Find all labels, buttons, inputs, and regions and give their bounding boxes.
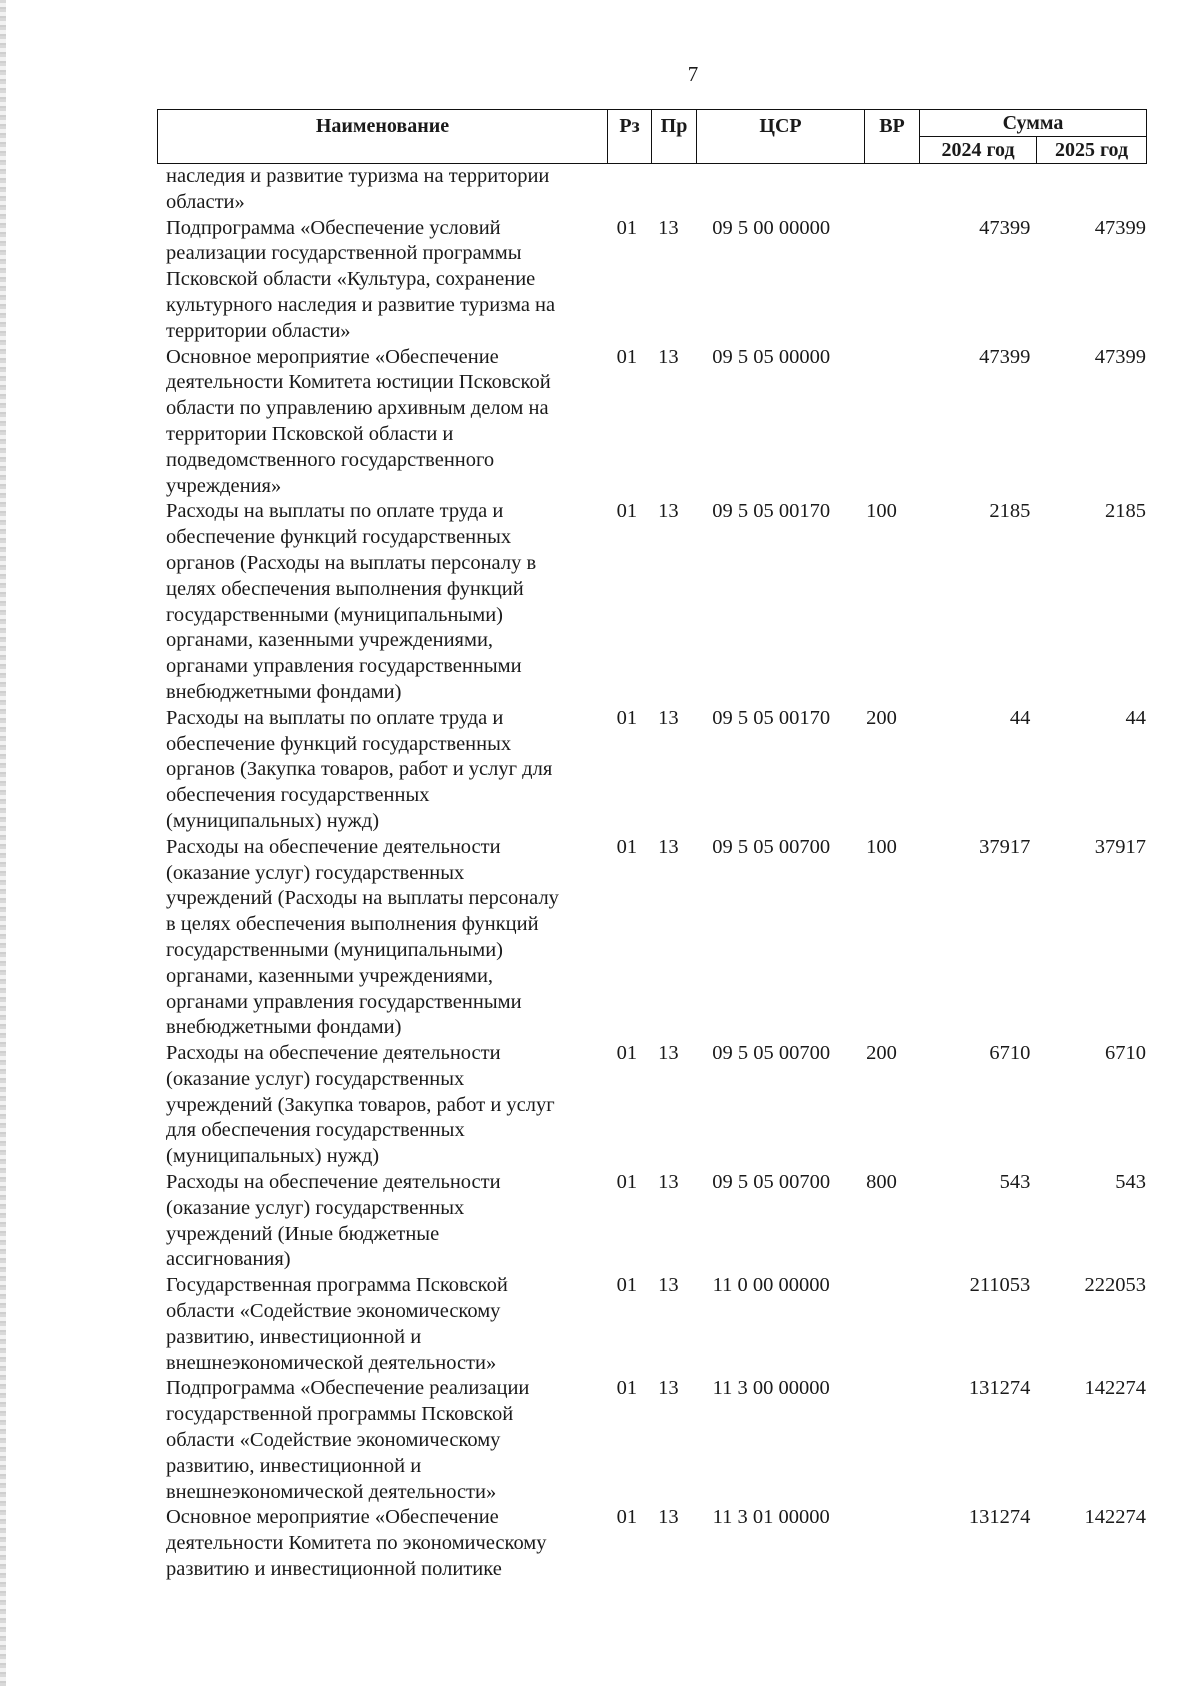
table-row — [166, 216, 1146, 345]
row-rz: 01 — [616, 1274, 638, 1297]
row-name: Основное мероприятие «Обеспечение деятельности Комитета юстиции Псковской области по управлению архивным делом на территории Псковской области и подведомственного государственного учреждения» — [166, 345, 551, 497]
row-sum-2025: 2185 — [1105, 500, 1146, 523]
table-row — [166, 164, 1146, 216]
row-rz: 01 — [616, 1377, 638, 1400]
row-csr: 11 3 00 00000 — [712, 1377, 830, 1400]
row-rz: 01 — [616, 1171, 638, 1194]
row-rz: 01 — [616, 500, 638, 523]
row-vr: 100 — [866, 500, 897, 523]
row-sum-2025: 6710 — [1105, 1042, 1146, 1065]
row-vr: 800 — [866, 1171, 897, 1194]
row-pr: 13 — [658, 500, 679, 523]
row-sum-2025: 47399 — [1094, 216, 1146, 239]
row-sum-2025: 142274 — [1084, 1506, 1146, 1529]
header-pr: Пр — [652, 110, 697, 163]
page-number: 7 — [687, 62, 699, 86]
row-rz: 01 — [616, 345, 638, 368]
header-sum-group — [920, 110, 1146, 163]
row-name: Расходы на выплаты по оплате труда и обеспечение функций государственных органов (Расходы на выплаты персоналу в целях обеспечения выполнения функций государственными (муниципальными) органами, казенными учреждениями, органами управления государственными внебюджетными фондами) — [166, 500, 537, 703]
scan-edge — [0, 0, 6, 1686]
row-vr: 200 — [866, 706, 897, 729]
row-sum-2024: 2185 — [989, 500, 1031, 523]
row-csr: 09 5 05 00700 — [712, 1171, 831, 1194]
header-csr: ЦСР — [697, 110, 865, 163]
table-header — [157, 109, 1147, 164]
row-rz: 01 — [616, 835, 638, 858]
row-name: Подпрограмма «Обеспечение условий реализации государственной программы Псковской области «Культура, сохранение культурного наследия и развитие туризма на территории области» — [166, 216, 556, 342]
header-year-2024: 2024 год — [920, 137, 1037, 163]
row-pr: 13 — [658, 1042, 679, 1065]
row-sum-2024: 211053 — [969, 1274, 1031, 1297]
row-csr: 11 3 01 00000 — [712, 1506, 830, 1529]
row-pr: 13 — [658, 1506, 679, 1529]
table-body — [166, 164, 1146, 1583]
row-rz: 01 — [616, 1042, 638, 1065]
row-csr: 09 5 05 00700 — [712, 1042, 831, 1065]
row-name: Расходы на обеспечение деятельности (оказание услуг) государственных учреждений (Закупка товаров, работ и услуг для обеспечения государственных (муниципальных) нужд) — [166, 1042, 555, 1168]
row-pr: 13 — [658, 345, 679, 368]
header-sum: Сумма — [920, 110, 1146, 137]
table-row — [166, 1041, 1146, 1170]
row-sum-2024: 6710 — [989, 1042, 1031, 1065]
table-row — [166, 345, 1146, 500]
row-pr: 13 — [658, 1274, 679, 1297]
row-csr: 11 0 00 00000 — [712, 1274, 830, 1297]
table-row — [166, 835, 1146, 1041]
row-sum-2024: 131274 — [968, 1377, 1031, 1400]
header-name: Наименование — [158, 110, 608, 163]
row-sum-2024: 131274 — [968, 1506, 1031, 1529]
header-vr: ВР — [865, 110, 920, 163]
row-pr: 13 — [658, 706, 679, 729]
header-year-2025: 2025 год — [1054, 139, 1129, 161]
row-sum-2024: 47399 — [979, 345, 1031, 368]
row-vr: 100 — [866, 835, 897, 858]
row-sum-2025: 222053 — [1084, 1274, 1146, 1297]
table-row — [166, 499, 1146, 705]
row-sum-2025: 543 — [1115, 1171, 1146, 1194]
row-csr: 09 5 05 00170 — [712, 500, 831, 523]
row-csr: 09 5 00 00000 — [712, 216, 831, 239]
row-sum-2025: 37917 — [1094, 835, 1146, 858]
row-sum-2025: 47399 — [1094, 345, 1146, 368]
row-pr: 13 — [658, 835, 679, 858]
row-sum-2025: 142274 — [1084, 1377, 1146, 1400]
row-pr: 13 — [658, 216, 679, 239]
row-rz: 01 — [616, 216, 638, 239]
row-csr: 09 5 05 00700 — [712, 835, 831, 858]
row-csr: 09 5 05 00170 — [712, 706, 831, 729]
row-csr: 09 5 05 00000 — [712, 345, 831, 368]
row-sum-2025: 44 — [1125, 706, 1146, 729]
row-sum-2024: 543 — [999, 1171, 1031, 1194]
row-pr: 13 — [658, 1377, 679, 1400]
row-name: Подпрограмма «Обеспечение реализации государственной программы Псковской области «Содействие экономическому развитию, инвестиционной и внешнеэкономической деятельности» — [166, 1377, 530, 1503]
row-name: Расходы на выплаты по оплате труда и обеспечение функций государственных органов (Закупка товаров, работ и услуг для обеспечения государственных (муниципальных) нужд) — [166, 706, 553, 832]
row-vr: 200 — [866, 1042, 897, 1065]
table-row — [166, 1505, 1146, 1582]
row-name: Основное мероприятие «Обеспечение деятельности Комитета по экономическому развитию и инвестиционной политике — [166, 1506, 547, 1581]
row-rz: 01 — [616, 1506, 638, 1529]
table-row — [166, 1376, 1146, 1505]
table-row — [166, 1273, 1146, 1376]
row-rz: 01 — [616, 706, 638, 729]
row-pr: 13 — [658, 1171, 679, 1194]
header-rz: Рз — [608, 110, 652, 163]
row-name: Расходы на обеспечение деятельности (оказание услуг) государственных учреждений (Иные бюджетные ассигнования) — [166, 1171, 501, 1271]
row-name: Государственная программа Псковской области «Содействие экономическому развитию, инвестиционной и внешнеэкономической деятельности» — [166, 1274, 508, 1374]
row-sum-2024: 44 — [1009, 706, 1031, 729]
row-name: наследия и развитие туризма на территории области» — [166, 165, 550, 213]
row-sum-2024: 37917 — [979, 835, 1031, 858]
row-sum-2024: 47399 — [979, 216, 1031, 239]
table-row — [166, 1170, 1146, 1273]
table-row — [166, 706, 1146, 835]
row-name: Расходы на обеспечение деятельности (оказание услуг) государственных учреждений (Расходы на выплаты персоналу в целях обеспечения выполнения функций государственными (муниципальными) органами, казенными учреждениями, органами управления государственными внебюджетными фондами) — [166, 835, 559, 1039]
